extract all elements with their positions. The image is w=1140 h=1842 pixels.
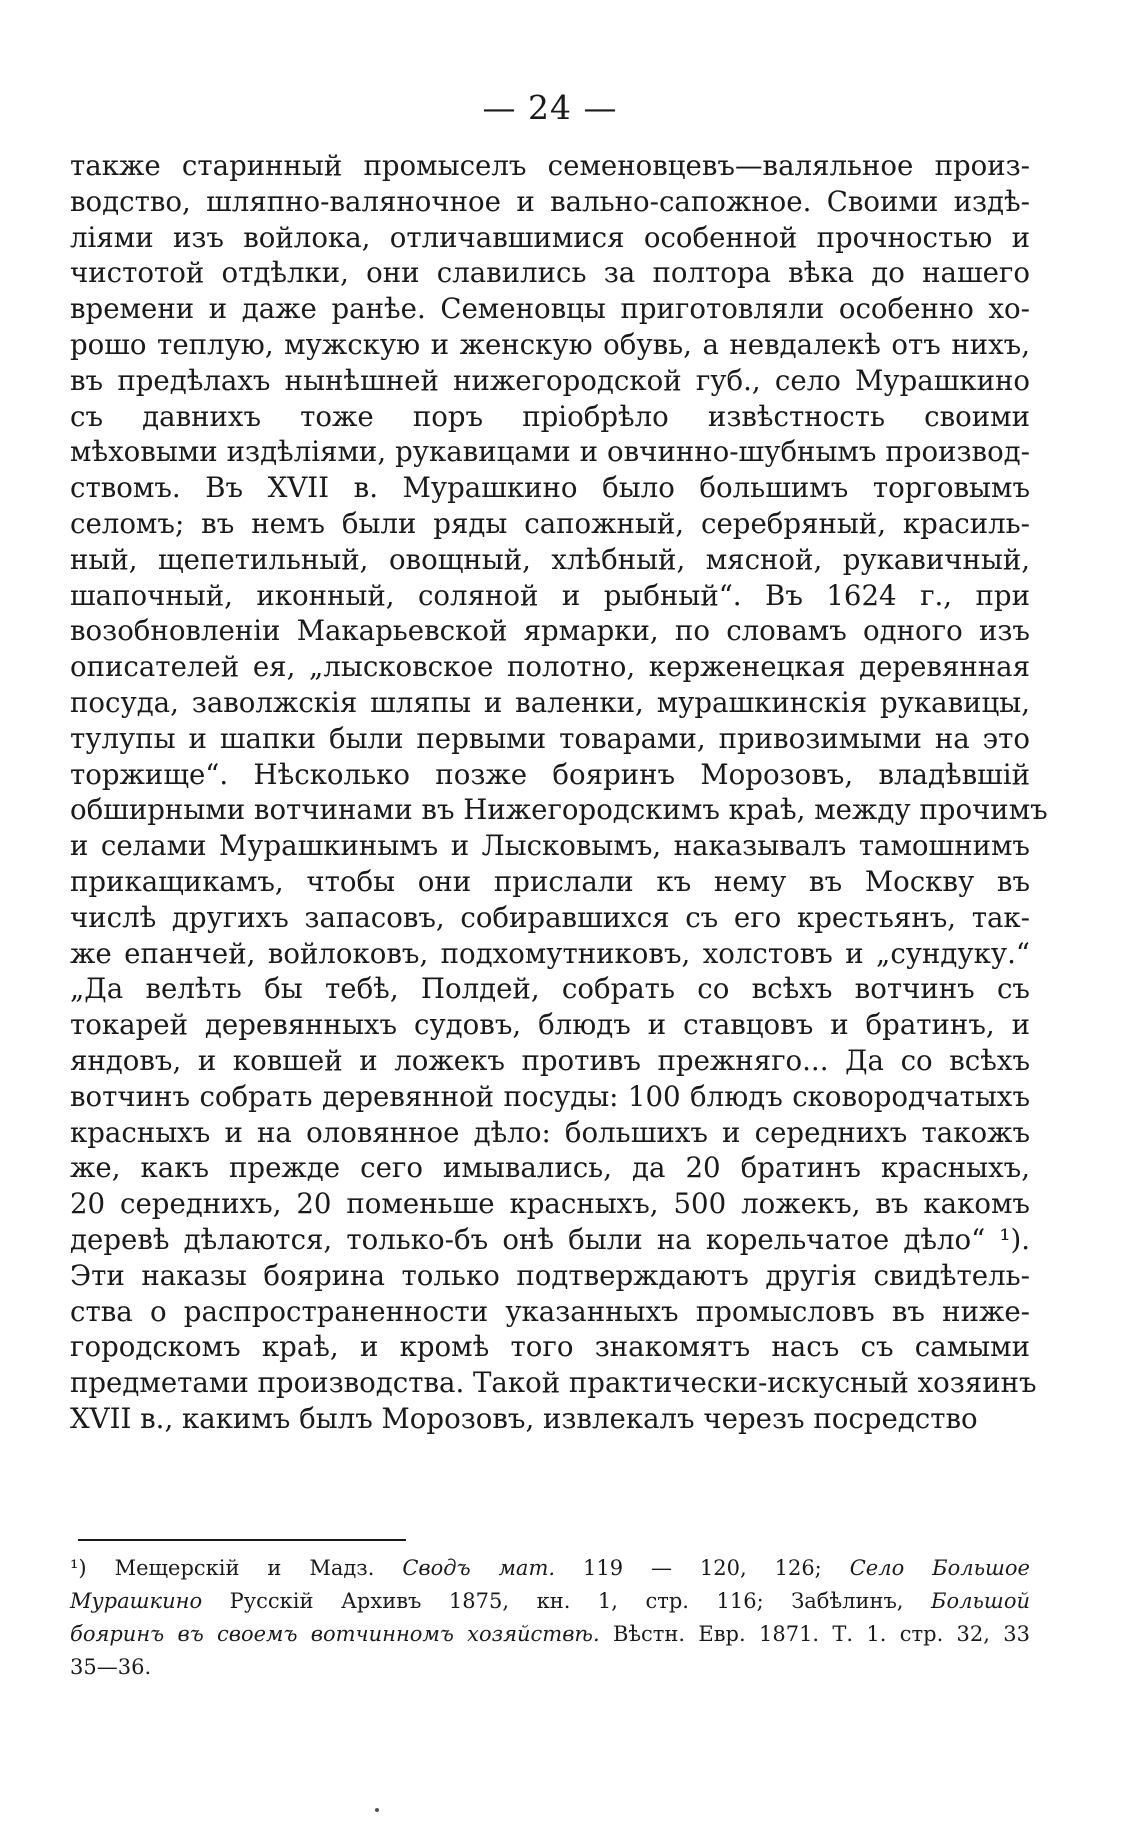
text-line: посуда, заволжскія шляпы и валенки, мурашкинскія рукавицы,	[70, 685, 1030, 719]
text-line: возобновленіи Макарьевской ярмарки, по словамъ одного изъ	[70, 614, 1030, 648]
text-line: также старинный промыселъ семеновцевъ—валяльное произ-	[70, 149, 1030, 182]
footnote-source-title: Большой	[931, 1589, 1030, 1613]
footnote-source-title: Село Большое	[849, 1556, 1030, 1580]
text-line: же епанчей, войлоковъ, подхомутниковъ, холстовъ и „сундуку.“	[70, 936, 1030, 970]
text-line: яндовъ, и ковшей и ложекъ противъ прежняго... Да со всѣхъ	[70, 1043, 1030, 1077]
text-line: водство, шляпно-валяночное и вально-сапожное. Своими издѣ-	[70, 184, 1030, 218]
text-line: „Да велѣть бы тебѣ, Полдей, собрать со всѣхъ вотчинъ съ	[70, 972, 1030, 1006]
text-line: въ предѣлахъ нынѣшней нижегородской губ., село Мурашкино	[70, 363, 1030, 397]
footnote-source-title: Сводъ мат.	[402, 1556, 556, 1580]
text-line: Эти наказы боярина только подтверждаютъ другія свидѣтель-	[70, 1258, 1030, 1292]
footnote-text: 119 — 120, 126;	[582, 1556, 822, 1580]
footnote-text: Русскій Архивъ 1875, кн. 1, стр. 116; Забѣлинъ,	[229, 1589, 904, 1613]
text-line: же, какъ прежде сего имывались, да 20 братинъ красныхъ,	[70, 1151, 1030, 1185]
text-line: 20 середнихъ, 20 поменьше красныхъ, 500 ложекъ, въ какомъ	[70, 1187, 1030, 1221]
main-text-block	[70, 148, 1048, 1437]
text-line: ный, щепетильный, овощный, хлѣбный, мясной, рукавичный,	[70, 542, 1030, 576]
text-line: торжище“. Нѣсколько позже бояринъ Морозовъ, владѣвшій	[70, 757, 1030, 791]
footnote-text: Вѣстн. Евр. 1871. Т. 1. стр. 32, 33	[612, 1622, 1030, 1646]
text-line: ліями изъ войлока, отличавшимися особенной прочностью и	[70, 220, 1030, 254]
text-line: и селами Мурашкинымъ и Лысковымъ, наказывалъ тамошнимъ	[70, 829, 1030, 863]
text-line: XVII в., какимъ былъ Морозовъ, извлекалъ черезъ посредство	[70, 1401, 978, 1435]
footnote-source-title: бояринъ въ своемъ вотчинномъ хозяйствѣ.	[70, 1622, 600, 1646]
text-line: городскомъ краѣ, и кромѣ того знакомятъ насъ съ самыми	[70, 1330, 1030, 1364]
footnote-source-title: Мурашкино	[70, 1589, 203, 1613]
footnote-line	[70, 1618, 1030, 1651]
footnote-text: 35—36.	[70, 1655, 152, 1679]
text-line: ствомъ. Въ XVII в. Мурашкино было большимъ торговымъ	[70, 471, 1030, 505]
footnote-line	[70, 1552, 1030, 1585]
text-line: времени и даже ранѣе. Семеновцы приготовляли особенно хо-	[70, 292, 1030, 326]
text-line: токарей деревянныхъ судовъ, блюдъ и ставцовъ и братинъ, и	[70, 1008, 1030, 1042]
text-line: обширными вотчинами въ Нижегородскимъ краѣ, между прочимъ	[70, 793, 1048, 827]
footnote-line	[70, 1651, 1030, 1684]
text-line: мѣховыми издѣліями, рукавицами и овчинно-шубнымъ производ-	[70, 435, 1030, 469]
page-number: — 24 —	[482, 88, 618, 127]
print-speck	[375, 1808, 379, 1812]
text-line: шапочный, иконный, соляной и рыбный“. Въ 1624 г., при	[70, 578, 1030, 612]
text-line: съ давнихъ тоже поръ пріобрѣло извѣстность своими	[70, 399, 1030, 433]
text-line: описателей ея, „лысковское полотно, керженецкая деревянная	[70, 650, 1030, 684]
text-line: ства о распространенности указанныхъ промысловъ въ ниже-	[70, 1294, 1030, 1328]
footnote-text: Мещерскій и Мадз.	[114, 1556, 375, 1580]
text-line: прикащикамъ, чтобы они прислали къ нему въ Москву въ	[70, 864, 1030, 898]
footnote-line	[70, 1585, 1030, 1618]
text-line: селомъ; въ немъ были ряды сапожный, серебряный, красиль-	[70, 506, 1030, 540]
text-line: числѣ другихъ запасовъ, собиравшихся съ его крестьянъ, так-	[70, 900, 1030, 934]
footnote-marker: ¹)	[70, 1556, 87, 1580]
footnote-block	[70, 1552, 1030, 1684]
text-line: рошо теплую, мужскую и женскую обувь, а невдалекѣ отъ нихъ,	[70, 327, 1030, 361]
text-line: предметами производства. Такой практически-искусный хозяинъ	[70, 1366, 1037, 1400]
text-line: вотчинъ собрать деревянной посуды: 100 блюдъ сковородчатыхъ	[70, 1079, 1030, 1113]
text-line: деревѣ дѣлаются, только-бъ онѣ были на корельчатое дѣло“ ¹).	[70, 1222, 1030, 1256]
book-page	[70, 0, 1048, 1842]
text-line: чистотой отдѣлки, они славились за полтора вѣка до нашего	[70, 256, 1030, 290]
text-line: красныхъ и на оловянное дѣло: большихъ и середнихъ такожъ	[70, 1115, 1030, 1149]
text-line: тулупы и шапки были первыми товарами, привозимыми на это	[70, 721, 1030, 755]
footnote-separator	[78, 1539, 406, 1541]
